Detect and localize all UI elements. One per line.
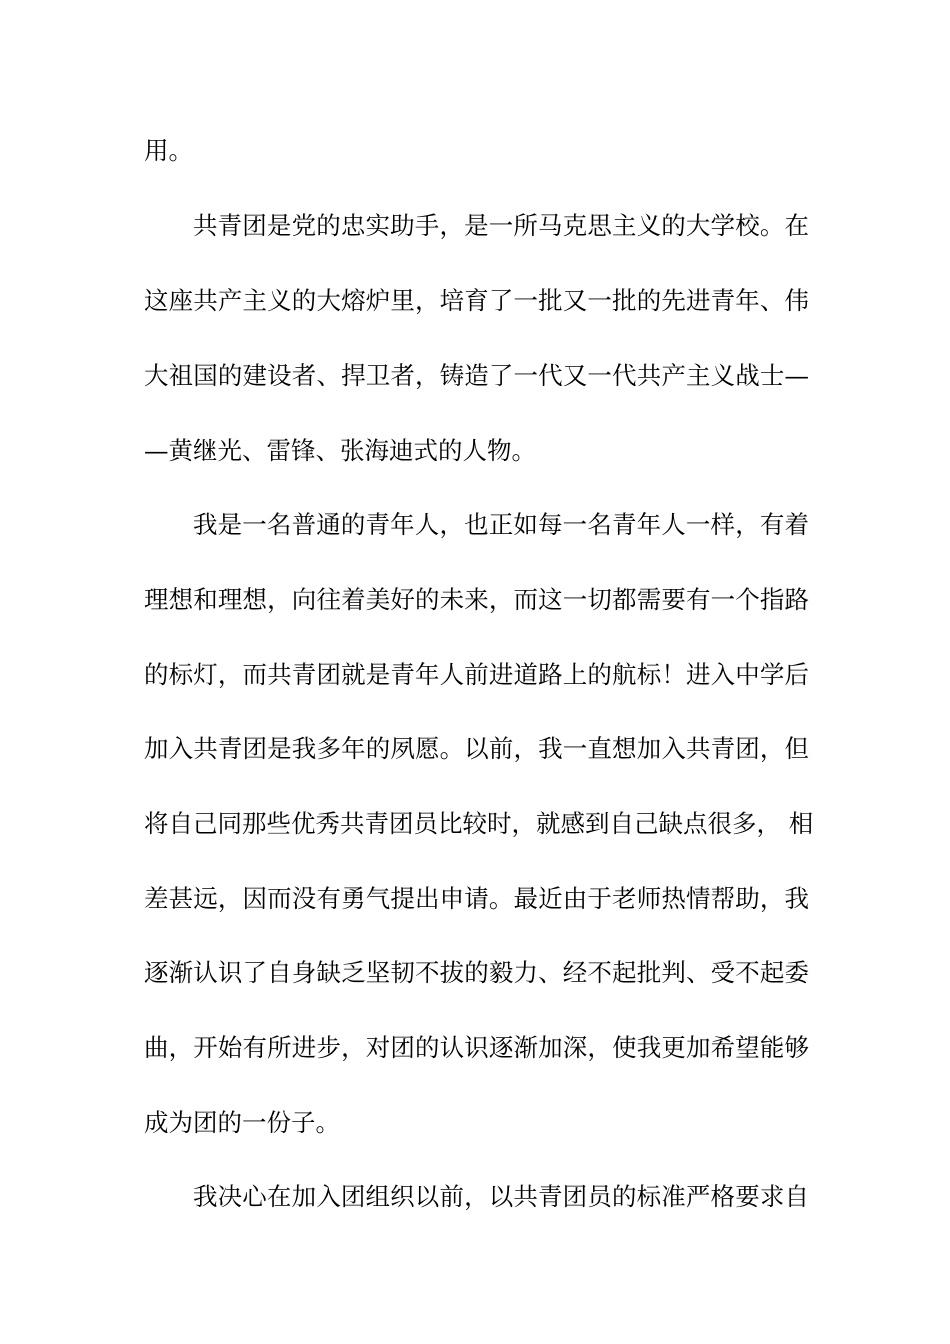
text-line: 的标灯，而共青团就是青年人前进道路上的航标！进入中学后: [144, 660, 809, 689]
text-line: 我决心在加入团组织以前，以共青团员的标准严格要求自: [193, 1182, 809, 1211]
text-line: 将自己同那些优秀共青团员比较时，就感到自己缺点很多， 相: [144, 809, 814, 838]
text-line: 加入共青团是我多年的夙愿。以前，我一直想加入共青团，但: [144, 734, 809, 763]
text-line: 逐渐认识了自身缺乏坚韧不拔的毅力、经不起批判、受不起委: [144, 958, 809, 987]
text-line: 大祖国的建设者、捍卫者，铸造了一代又一代共产主义战士—: [144, 361, 809, 390]
text-line: 理想和理想，向往着美好的未来，而这一切都需要有一个指路: [144, 585, 809, 614]
text-line: 曲，开始有所进步，对团的认识逐渐加深，使我更加希望能够: [144, 1033, 809, 1062]
text-line: 用。: [144, 136, 193, 165]
text-line: 差甚远，因而没有勇气提出申请。最近由于老师热情帮助，我: [144, 884, 809, 913]
text-line: —黄继光、雷锋、张海迪式的人物。: [144, 436, 536, 465]
text-line: 我是一名普通的青年人，也正如每一名青年人一样，有着: [193, 510, 809, 539]
text-line: 成为团的一份子。: [144, 1108, 340, 1137]
text-line: 这座共产主义的大熔炉里，培育了一批又一批的先进青年、伟: [144, 286, 809, 315]
text-line: 共青团是党的忠实助手，是一所马克思主义的大学校。在: [193, 211, 809, 240]
